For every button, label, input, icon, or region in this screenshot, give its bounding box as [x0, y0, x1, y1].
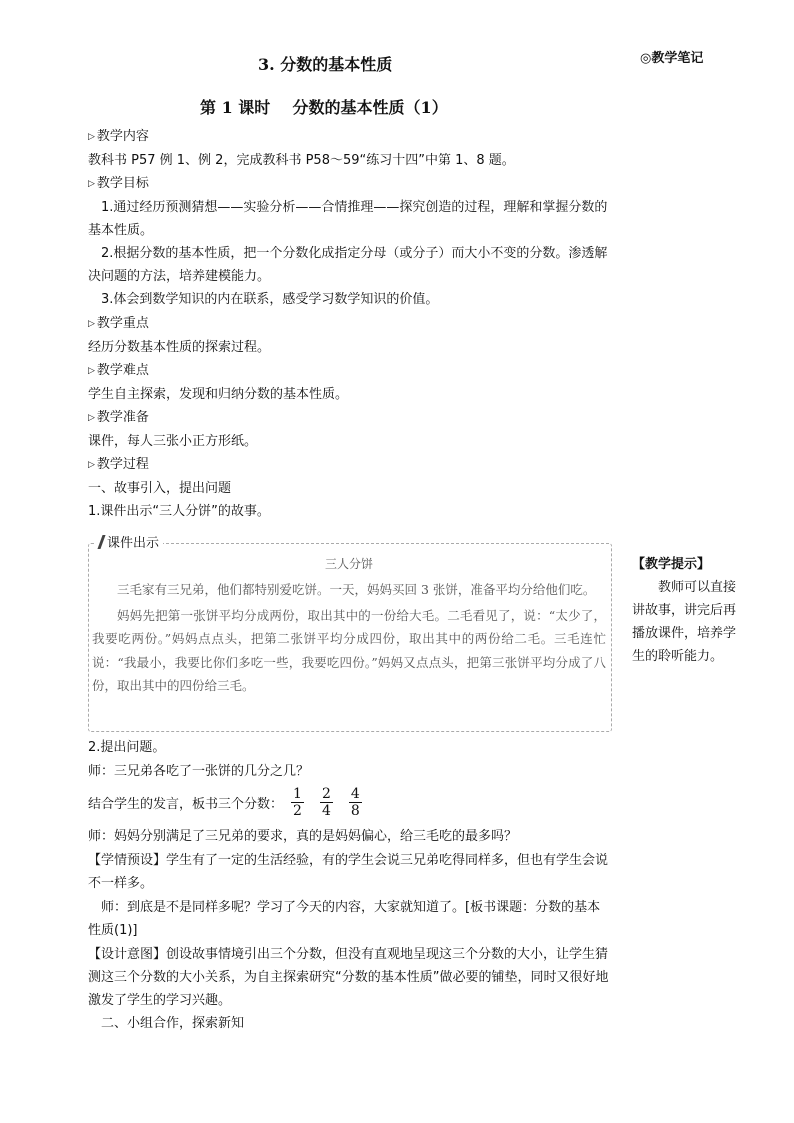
design-text: 创设故事情境引出三个分数，但没有直观地呈现这三个分数的大小，让学生猜测这三个分数的大小关系，为自主探索研究“分数的基本性质”做必要的铺垫，同时又很好地激发了学生的学习兴趣。 — [88, 947, 609, 1008]
triangle-bullet-icon: ▷ — [88, 132, 95, 142]
courseware-label: 课件出示 — [96, 532, 163, 551]
prep-text: 课件，每人三张小正方形纸。 — [88, 434, 258, 449]
question-1: 师：三兄弟各吃了一张饼的几分之几？ — [88, 764, 310, 779]
story-paragraph-1: 三毛家有三兄弟，他们都特别爱吃饼。一天，妈妈买回 3 张饼，准备平均分给他们吃。 — [117, 582, 596, 597]
story-paragraph-2: 妈妈先把第一张饼平均分成两份，取出其中的一份给大毛。二毛看见了，说：“太少了，我要吃两份。”妈妈点点头，把第二张饼平均分成四份，取出其中的两份给二毛。三毛连忙说：“我最小，我要比你们多吃一些，我要吃四份。”妈妈又点点头，把第三张饼平均分成了八份，取出其中的四份给三毛。 — [92, 607, 606, 693]
step-1-1: 1.课件出示“三人分饼”的故事。 — [88, 504, 270, 519]
teaching-notes-label: ◎教学笔记 — [640, 51, 704, 66]
section-title: 3. 分数的基本性质 — [258, 55, 393, 74]
triangle-bullet-icon: ▷ — [88, 366, 95, 376]
triangle-bullet-icon: ▷ — [88, 179, 95, 189]
content-heading: ▷ 教学内容 — [88, 129, 149, 144]
fraction-3: $\frac{4}{8}$ — [350, 785, 360, 819]
fraction-2: $\frac{2}{4}$ — [321, 785, 331, 819]
key-heading: ▷ 教学重点 — [88, 316, 149, 331]
teaching-tip-text: 教师可以直接讲故事，讲完后再播放课件，培养学生的聆听能力。 — [632, 580, 737, 664]
key-text: 经历分数基本性质的探索过程。 — [88, 340, 271, 355]
step-2-heading: 二、小组合作，探索新知 — [101, 1016, 245, 1031]
goal-2: 2.根据分数的基本性质，把一个分数化成指定分母（或分子）而大小不变的分数。渗透解决问题的方法，培养建模能力。 — [88, 246, 608, 284]
teaching-tip-heading: 【教学提示】 — [632, 557, 711, 572]
design-intent — [88, 943, 610, 1012]
step-1-heading: 一、故事引入，提出问题 — [88, 481, 232, 496]
label-bar-icon — [97, 535, 105, 549]
process-heading: ▷ 教学过程 — [88, 457, 149, 472]
triangle-bullet-icon: ▷ — [88, 413, 95, 423]
preset-text: 学生有了一定的生活经验，有的学生会说三兄弟吃得同样多，但也有学生会说不一样多。 — [88, 853, 609, 891]
goals-heading: ▷ 教学目标 — [88, 176, 149, 191]
question-3: 师：到底是不是同样多呢？学习了今天的内容，大家就知道了。[板书课题：分数的基本性质(1)] — [88, 900, 601, 938]
design-label: 【设计意图】 — [88, 947, 167, 962]
board-fractions-line — [88, 782, 370, 822]
question-2: 师：妈妈分别满足了三兄弟的要求，真的是妈妈偏心，给三毛吃的最多吗？ — [88, 829, 518, 844]
goal-3: 3.体会到数学知识的内在联系，感受学习数学知识的价值。 — [101, 292, 439, 307]
triangle-bullet-icon: ▷ — [88, 319, 95, 329]
preset-label: 【学情预设】 — [88, 853, 167, 868]
fraction-1: $\frac{1}{2}$ — [293, 785, 302, 819]
story-body — [92, 578, 606, 698]
content-text: 教科书 P57 例 1、例 2，完成教科书 P58～59“练习十四”中第 1、8 题。 — [88, 153, 515, 168]
board-text: 结合学生的发言，板书三个分数： — [88, 796, 284, 812]
goal-1: 1.通过经历预测猜想——实验分析——合情推理——探究创造的过程，理解和掌握分数的基本性质。 — [88, 200, 608, 238]
difficulty-text: 学生自主探索，发现和归纳分数的基本性质。 — [88, 387, 349, 402]
step-1-2: 2.提出问题。 — [88, 740, 166, 755]
learning-preset — [88, 849, 610, 895]
prep-heading: ▷ 教学准备 — [88, 410, 149, 425]
lesson-title: 第 1 课时 分数的基本性质（1） — [200, 98, 448, 117]
difficulty-heading: ▷ 教学难点 — [88, 363, 149, 378]
story-title: 三人分饼 — [324, 557, 373, 571]
teaching-tip — [632, 553, 742, 668]
triangle-bullet-icon: ▷ — [88, 460, 95, 470]
